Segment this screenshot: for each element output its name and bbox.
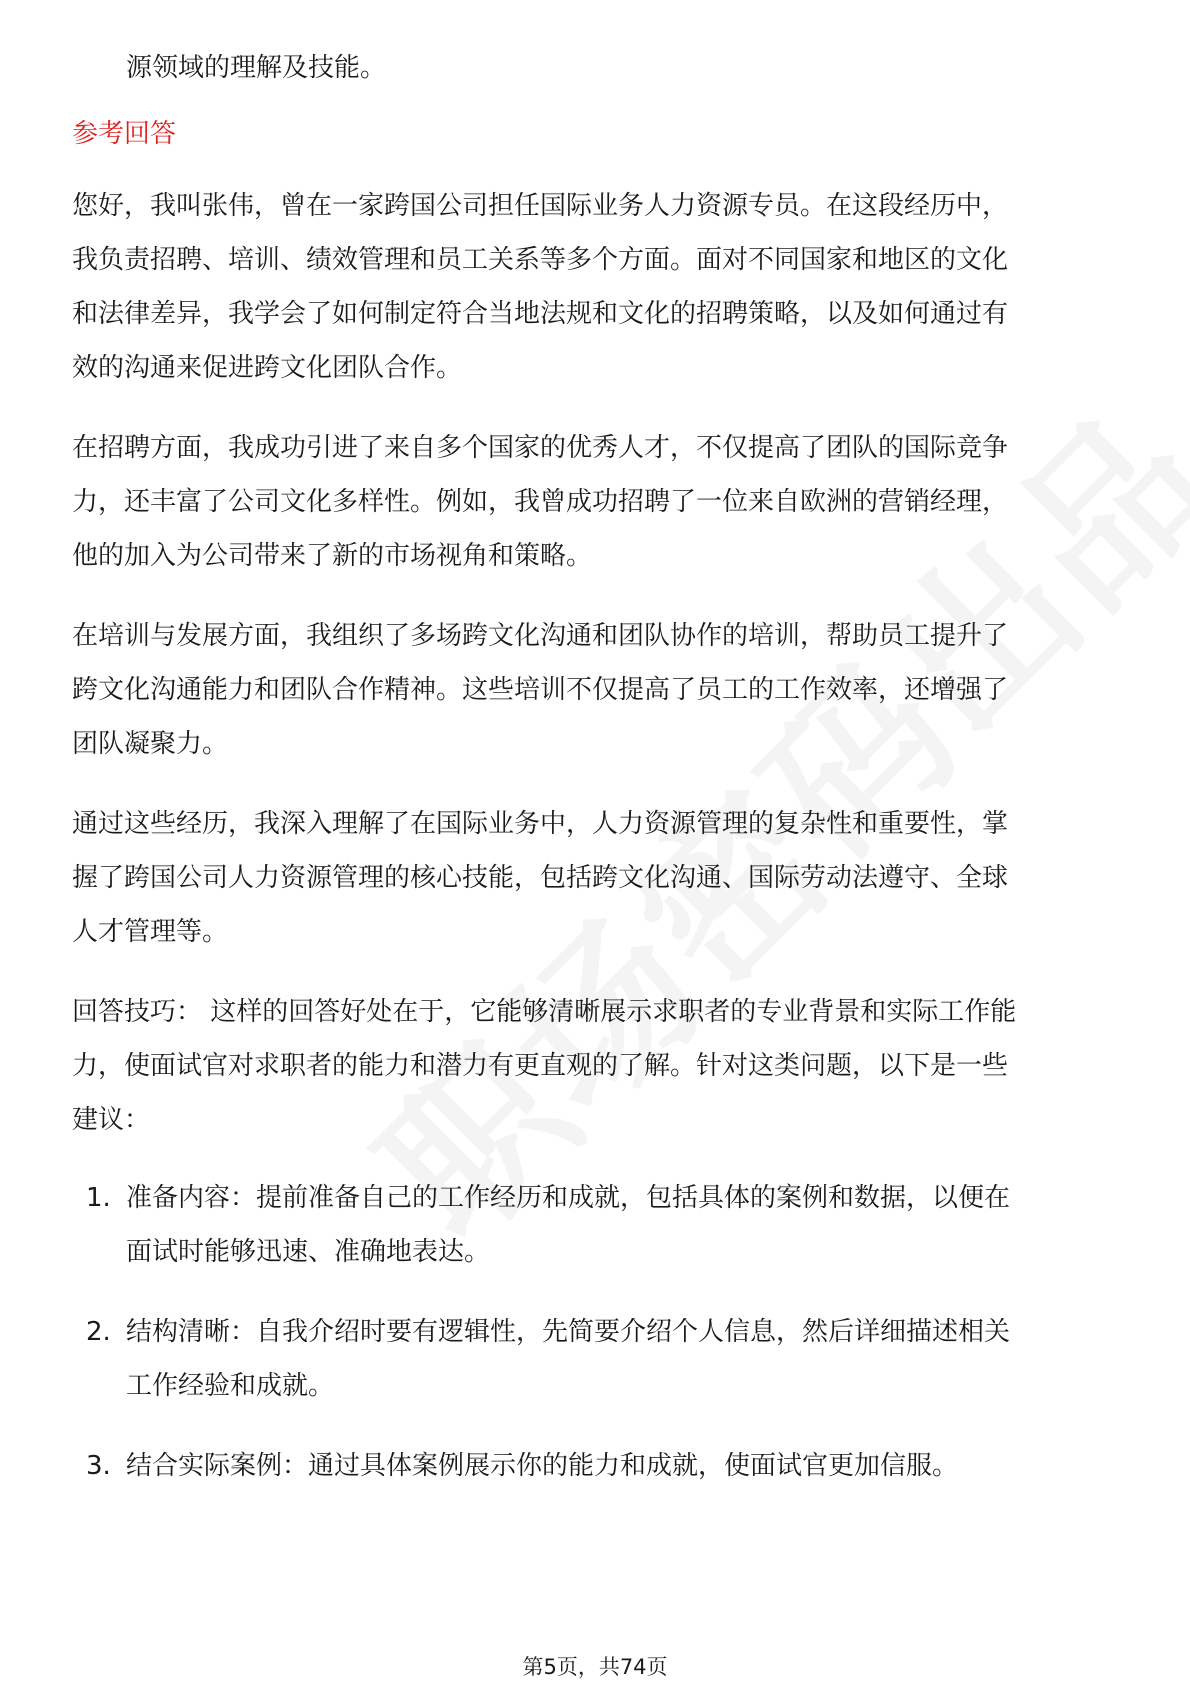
list-item-line: 结合实际案例：通过具体案例展示你的能力和成就，使面试官更加信服。 [126,1451,959,1481]
paragraph-line: 通过这些经历，我深入理解了在国际业务中，人力资源管理的复杂性和重要性，掌 [72,809,1009,839]
list-item-number: 1. [86,1183,111,1213]
list-item-number: 3. [86,1451,111,1481]
paragraph-line: 他的加入为公司带来了新的市场视角和策略。 [72,541,593,571]
list-item-line: 面试时能够迅速、准确地表达。 [126,1237,491,1267]
list-item-line: 结构清晰：自我介绍时要有逻辑性，先简要介绍个人信息，然后详细描述相关 [126,1317,1011,1347]
paragraph-line: 回答技巧： 这样的回答好处在于，它能够清晰展示求职者的专业背景和实际工作能 [72,997,1017,1027]
paragraph-line: 人才管理等。 [72,917,229,947]
answer-heading: 参考回答 [72,119,177,149]
paragraph-line: 团队凝聚力。 [72,729,229,759]
page-footer: 第5页，共74页 [522,1655,668,1679]
paragraph-line: 力，使面试官对求职者的能力和潜力有更直观的了解。针对这类问题，以下是一些 [72,1051,1009,1081]
paragraph-line: 跨文化沟通能力和团队合作精神。这些培训不仅提高了员工的工作效率，还增强了 [72,675,1009,705]
paragraph-line: 在招聘方面，我成功引进了来自多个国家的优秀人才，不仅提高了团队的国际竞争 [72,433,1009,463]
paragraph-line: 建议： [72,1105,151,1135]
paragraph-line: 效的沟通来促进跨文化团队合作。 [72,353,463,383]
paragraph-line: 力，还丰富了公司文化多样性。例如，我曾成功招聘了一位来自欧洲的营销经理， [72,487,1009,517]
paragraph-line: 您好，我叫张伟，曾在一家跨国公司担任国际业务人力资源专员。在这段经历中， [72,191,1009,221]
intro-tail: 源领域的理解及技能。 [126,53,387,83]
paragraph-line: 在培训与发展方面，我组织了多场跨文化沟通和团队协作的培训，帮助员工提升了 [72,621,1009,651]
paragraph-line: 我负责招聘、培训、绩效管理和员工关系等多个方面。面对不同国家和地区的文化 [72,245,1009,275]
paragraph-line: 和法律差异，我学会了如何制定符合当地法规和文化的招聘策略，以及如何通过有 [72,299,1009,329]
paragraph-line: 握了跨国公司人力资源管理的核心技能，包括跨文化沟通、国际劳动法遵守、全球 [72,863,1009,893]
list-item-line: 准备内容：提前准备自己的工作经历和成就，包括具体的案例和数据，以便在 [126,1183,1011,1213]
list-item-line: 工作经验和成就。 [126,1371,335,1401]
list-item-number: 2. [86,1317,111,1347]
